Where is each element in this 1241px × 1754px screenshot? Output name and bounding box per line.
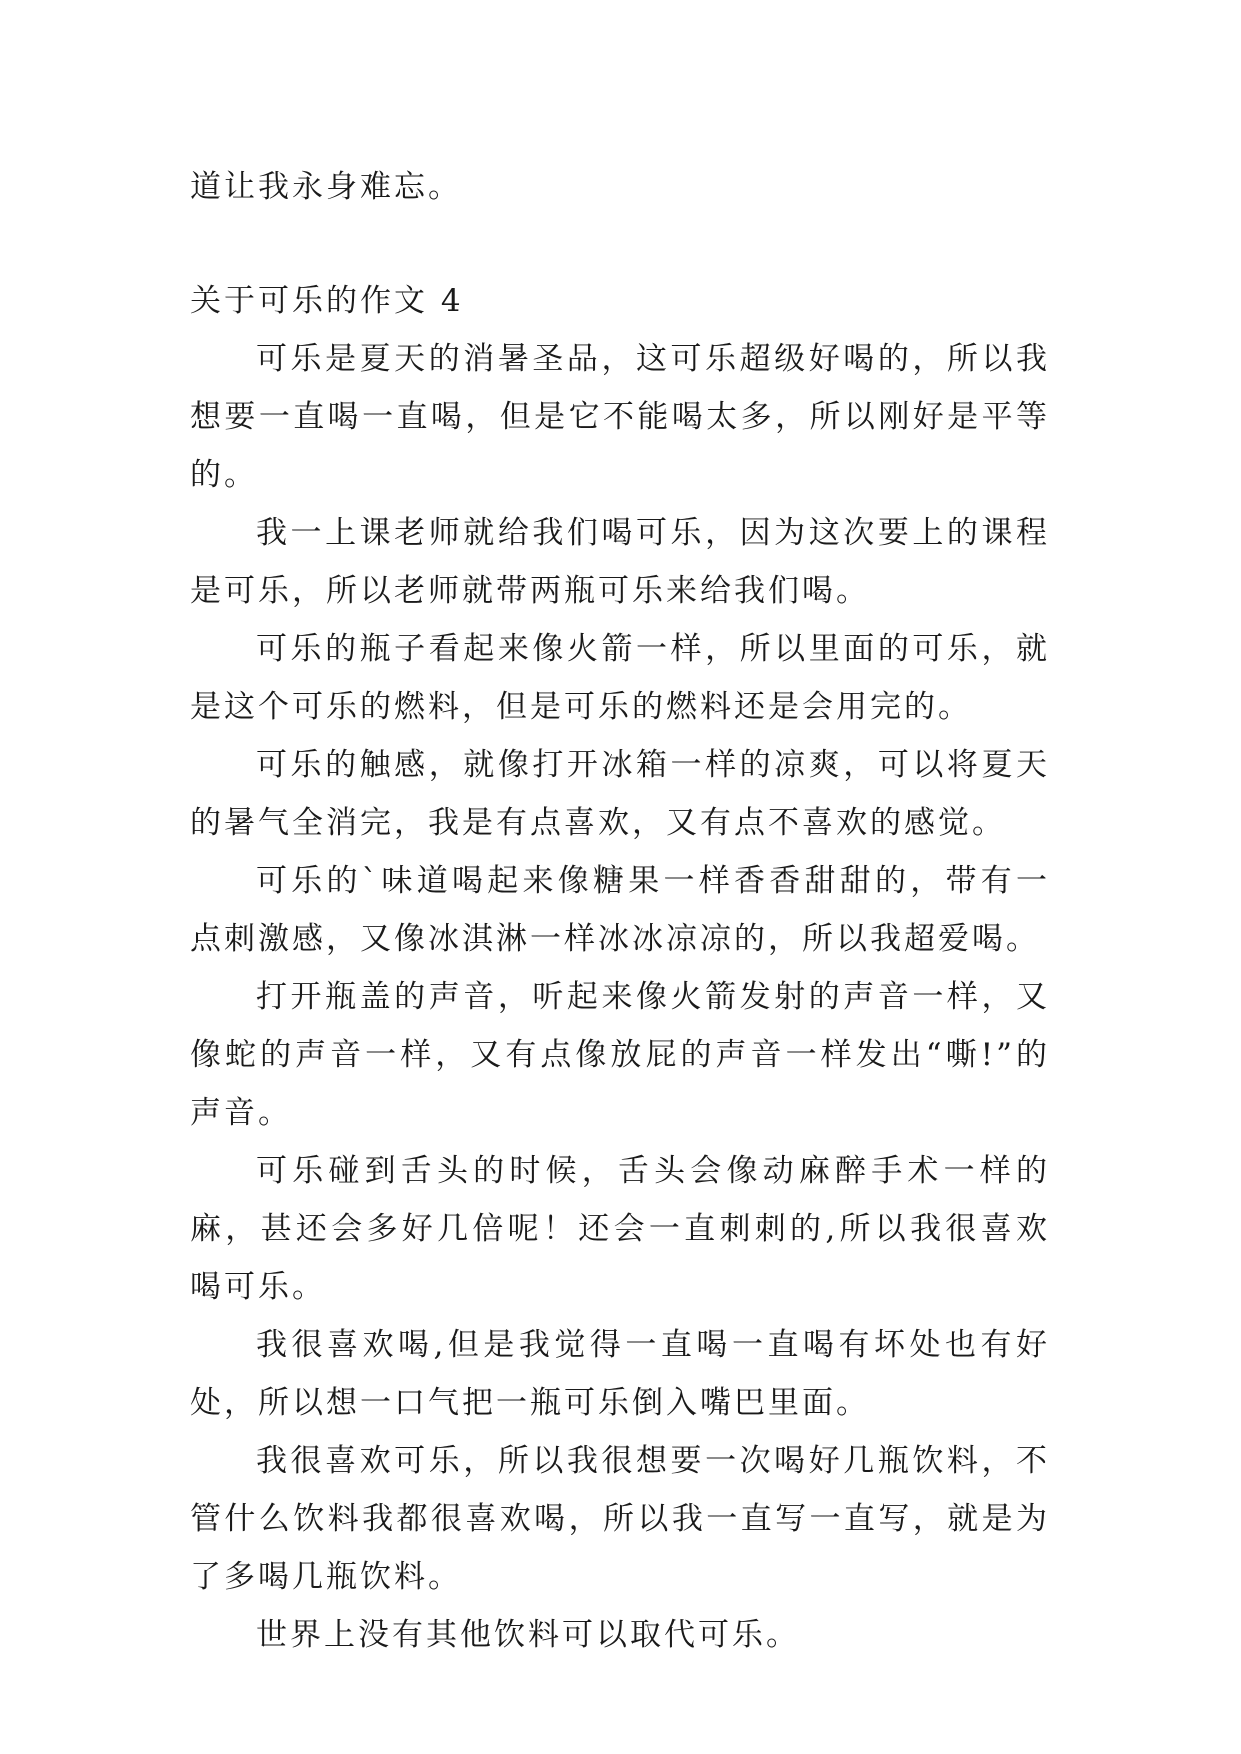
paragraph: 我很喜欢喝,但是我觉得一直喝一直喝有坏处也有好处，所以想一口气把一瓶可乐倒入嘴巴里面。: [190, 1327, 1050, 1421]
paragraph: 可乐碰到舌头的时候，舌头会像动麻醉手术一样的麻，甚还会多好几倍呢！还会一直刺刺的,所以我很喜欢喝可乐。: [190, 1153, 1050, 1305]
paragraph: 世界上没有其他饮料可以取代可乐。: [256, 1617, 800, 1653]
paragraph: 我很喜欢可乐，所以我很想要一次喝好几瓶饮料，不管什么饮料我都很喜欢喝，所以我一直写一直写，就是为了多喝几瓶饮料。: [190, 1443, 1050, 1595]
paragraph: 可乐的瓶子看起来像火箭一样，所以里面的可乐，就是这个可乐的燃料，但是可乐的燃料还是会用完的。: [190, 631, 1050, 725]
paragraph: 可乐是夏天的消暑圣品，这可乐超级好喝的，所以我想要一直喝一直喝，但是它不能喝太多，所以刚好是平等的。: [190, 341, 1050, 493]
paragraph: 我一上课老师就给我们喝可乐，因为这次要上的课程是可乐，所以老师就带两瓶可乐来给我们喝。: [190, 515, 1050, 609]
lead-text: 道让我永身难忘。: [190, 169, 462, 205]
document-body: [190, 158, 1050, 1664]
paragraph: 打开瓶盖的声音，听起来像火箭发射的声音一样，又像蛇的声音一样，又有点像放屁的声音一样发出“嘶!”的声音。: [190, 979, 1050, 1131]
paragraph: 可乐的`味道喝起来像糖果一样香香甜甜的，带有一点刺激感，又像冰淇淋一样冰冰凉凉的，所以我超爱喝。: [190, 863, 1050, 957]
essay-heading: 关于可乐的作文 4: [190, 283, 464, 319]
paragraph: 可乐的触感，就像打开冰箱一样的凉爽，可以将夏天的暑气全消完，我是有点喜欢，又有点不喜欢的感觉。: [190, 747, 1050, 841]
